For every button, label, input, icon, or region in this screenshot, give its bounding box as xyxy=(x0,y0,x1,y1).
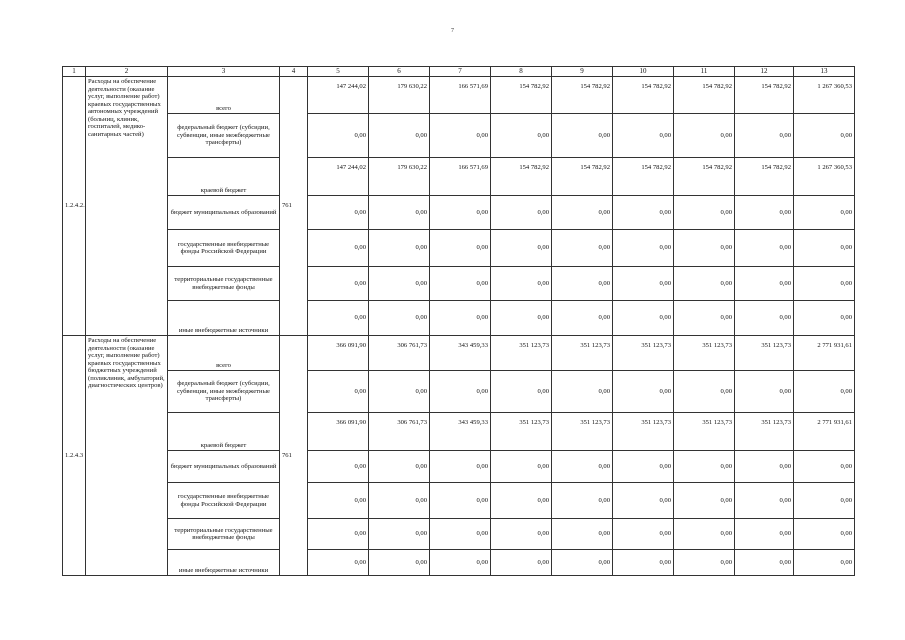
row-code: 1.2.4.2. xyxy=(63,77,86,336)
value-cell: 0,00 xyxy=(674,114,735,158)
value-cell: 1 267 360,53 xyxy=(794,77,855,114)
value-cell: 0,00 xyxy=(430,451,491,483)
value-cell: 0,00 xyxy=(794,267,855,301)
value-cell: 0,00 xyxy=(674,519,735,550)
expense-name: Расходы на обеспечение деятельности (оказание услуг, выполнение работ) краевых государственных автономных учреждений (больниц, клиник, госпиталей, медико-санитарных частей) xyxy=(86,77,168,336)
value-cell: 154 782,92 xyxy=(735,158,794,196)
header-row xyxy=(63,67,855,77)
value-cell: 154 782,92 xyxy=(613,158,674,196)
value-cell: 0,00 xyxy=(794,483,855,519)
value-cell: 0,00 xyxy=(552,301,613,336)
value-cell: 0,00 xyxy=(491,483,552,519)
value-cell: 0,00 xyxy=(794,451,855,483)
funding-source: федеральный бюджет (субсидии, субвенции, иные межбюджетные трансферты) xyxy=(168,114,280,158)
header-cell: 7 xyxy=(430,67,491,77)
value-cell: 0,00 xyxy=(308,301,369,336)
value-cell: 0,00 xyxy=(613,301,674,336)
funding-source: территориальные государственные внебюджетные фонды xyxy=(168,267,280,301)
value-cell: 0,00 xyxy=(613,230,674,267)
value-cell: 0,00 xyxy=(613,451,674,483)
value-cell: 0,00 xyxy=(552,550,613,576)
table-row xyxy=(63,413,855,451)
table-row xyxy=(63,483,855,519)
value-cell: 0,00 xyxy=(430,267,491,301)
funding-source: бюджет муниципальных образований xyxy=(168,451,280,483)
value-cell: 0,00 xyxy=(369,483,430,519)
table-row xyxy=(63,519,855,550)
value-cell: 351 123,73 xyxy=(735,413,794,451)
value-cell: 0,00 xyxy=(430,230,491,267)
value-cell: 0,00 xyxy=(308,114,369,158)
table-row xyxy=(63,336,855,371)
value-cell: 2 771 931,61 xyxy=(794,413,855,451)
expense-name: Расходы на обеспечение деятельности (оказание услуг, выполнение работ) краевых государственных бюджетных учреждений (поликлиник, амбулаторий, диагностических центров) xyxy=(86,336,168,576)
value-cell: 0,00 xyxy=(430,301,491,336)
value-cell: 0,00 xyxy=(613,519,674,550)
value-cell: 0,00 xyxy=(491,230,552,267)
value-cell: 0,00 xyxy=(369,230,430,267)
value-cell: 0,00 xyxy=(794,230,855,267)
funding-source: федеральный бюджет (субсидии, субвенции, иные межбюджетные трансферты) xyxy=(168,371,280,413)
funding-source: краевой бюджет xyxy=(168,413,280,451)
value-cell: 0,00 xyxy=(674,230,735,267)
value-cell: 0,00 xyxy=(735,550,794,576)
value-cell: 0,00 xyxy=(369,114,430,158)
value-cell: 0,00 xyxy=(735,301,794,336)
value-cell: 0,00 xyxy=(430,483,491,519)
value-cell: 0,00 xyxy=(430,371,491,413)
value-cell: 0,00 xyxy=(735,371,794,413)
table-row xyxy=(63,371,855,413)
table-row xyxy=(63,451,855,483)
value-cell: 0,00 xyxy=(369,451,430,483)
header-cell: 4 xyxy=(280,67,308,77)
value-cell: 351 123,73 xyxy=(491,413,552,451)
value-cell: 351 123,73 xyxy=(674,413,735,451)
header-cell: 8 xyxy=(491,67,552,77)
value-cell: 366 091,90 xyxy=(308,336,369,371)
value-cell: 0,00 xyxy=(794,519,855,550)
funding-source: бюджет муниципальных образований xyxy=(168,196,280,230)
header-cell: 2 xyxy=(86,67,168,77)
value-cell: 0,00 xyxy=(613,483,674,519)
table-row xyxy=(63,77,855,114)
value-cell: 154 782,92 xyxy=(491,158,552,196)
table-row xyxy=(63,114,855,158)
value-cell: 147 244,02 xyxy=(308,77,369,114)
page-number: 7 xyxy=(451,28,454,34)
value-cell: 0,00 xyxy=(674,483,735,519)
header-cell: 12 xyxy=(735,67,794,77)
header-cell: 11 xyxy=(674,67,735,77)
value-cell: 154 782,92 xyxy=(674,158,735,196)
value-cell: 306 761,73 xyxy=(369,336,430,371)
value-cell: 0,00 xyxy=(552,196,613,230)
value-cell: 0,00 xyxy=(369,550,430,576)
funding-source: всего xyxy=(168,336,280,371)
grbs-code: 761 xyxy=(280,77,308,336)
value-cell: 0,00 xyxy=(674,301,735,336)
value-cell: 0,00 xyxy=(491,371,552,413)
value-cell: 0,00 xyxy=(674,196,735,230)
value-cell: 0,00 xyxy=(369,196,430,230)
table-row xyxy=(63,301,855,336)
value-cell: 0,00 xyxy=(308,267,369,301)
value-cell: 147 244,02 xyxy=(308,158,369,196)
value-cell: 0,00 xyxy=(794,550,855,576)
value-cell: 0,00 xyxy=(491,451,552,483)
row-code: 1.2.4.3 xyxy=(63,336,86,576)
value-cell: 0,00 xyxy=(674,451,735,483)
value-cell: 154 782,92 xyxy=(735,77,794,114)
value-cell: 0,00 xyxy=(735,483,794,519)
value-cell: 0,00 xyxy=(369,301,430,336)
header-cell: 5 xyxy=(308,67,369,77)
value-cell: 366 091,90 xyxy=(308,413,369,451)
value-cell: 0,00 xyxy=(552,267,613,301)
value-cell: 0,00 xyxy=(491,550,552,576)
value-cell: 166 571,69 xyxy=(430,158,491,196)
value-cell: 0,00 xyxy=(735,519,794,550)
value-cell: 0,00 xyxy=(613,114,674,158)
value-cell: 0,00 xyxy=(794,196,855,230)
value-cell: 0,00 xyxy=(308,196,369,230)
value-cell: 0,00 xyxy=(552,519,613,550)
value-cell: 0,00 xyxy=(308,483,369,519)
value-cell: 0,00 xyxy=(308,550,369,576)
funding-source: государственные внебюджетные фонды Российской Федерации xyxy=(168,230,280,267)
value-cell: 351 123,73 xyxy=(552,413,613,451)
value-cell: 154 782,92 xyxy=(552,77,613,114)
value-cell: 0,00 xyxy=(491,196,552,230)
value-cell: 0,00 xyxy=(552,451,613,483)
value-cell: 0,00 xyxy=(735,451,794,483)
value-cell: 351 123,73 xyxy=(613,336,674,371)
header-cell: 13 xyxy=(794,67,855,77)
value-cell: 0,00 xyxy=(552,483,613,519)
header-cell: 6 xyxy=(369,67,430,77)
value-cell: 351 123,73 xyxy=(491,336,552,371)
funding-source: краевой бюджет xyxy=(168,158,280,196)
value-cell: 0,00 xyxy=(674,371,735,413)
value-cell: 0,00 xyxy=(369,371,430,413)
value-cell: 343 459,33 xyxy=(430,413,491,451)
header-cell: 1 xyxy=(63,67,86,77)
value-cell: 0,00 xyxy=(430,519,491,550)
value-cell: 2 771 931,61 xyxy=(794,336,855,371)
table-row xyxy=(63,550,855,576)
value-cell: 0,00 xyxy=(552,371,613,413)
header-cell: 3 xyxy=(168,67,280,77)
budget-table xyxy=(62,66,855,576)
value-cell: 0,00 xyxy=(735,267,794,301)
value-cell: 306 761,73 xyxy=(369,413,430,451)
funding-source: территориальные государственные внебюджетные фонды xyxy=(168,519,280,550)
funding-source: всего xyxy=(168,77,280,114)
value-cell: 0,00 xyxy=(735,114,794,158)
table-row xyxy=(63,158,855,196)
value-cell: 0,00 xyxy=(369,519,430,550)
value-cell: 0,00 xyxy=(430,550,491,576)
value-cell: 179 630,22 xyxy=(369,158,430,196)
table-row xyxy=(63,196,855,230)
value-cell: 0,00 xyxy=(308,451,369,483)
value-cell: 0,00 xyxy=(674,550,735,576)
value-cell: 154 782,92 xyxy=(491,77,552,114)
value-cell: 351 123,73 xyxy=(552,336,613,371)
value-cell: 0,00 xyxy=(430,114,491,158)
value-cell: 1 267 360,53 xyxy=(794,158,855,196)
value-cell: 0,00 xyxy=(613,267,674,301)
value-cell: 343 459,33 xyxy=(430,336,491,371)
value-cell: 154 782,92 xyxy=(552,158,613,196)
value-cell: 0,00 xyxy=(308,371,369,413)
block-1-body xyxy=(63,77,855,336)
value-cell: 0,00 xyxy=(613,196,674,230)
value-cell: 351 123,73 xyxy=(674,336,735,371)
grbs-code: 761 xyxy=(280,336,308,576)
value-cell: 179 630,22 xyxy=(369,77,430,114)
value-cell: 0,00 xyxy=(674,267,735,301)
value-cell: 0,00 xyxy=(552,230,613,267)
value-cell: 0,00 xyxy=(430,196,491,230)
value-cell: 0,00 xyxy=(491,267,552,301)
table-row xyxy=(63,267,855,301)
value-cell: 0,00 xyxy=(369,267,430,301)
block-2-body xyxy=(63,336,855,576)
funding-source: иные внебюджетные источники xyxy=(168,550,280,576)
funding-source: государственные внебюджетные фонды Российской Федерации xyxy=(168,483,280,519)
value-cell: 0,00 xyxy=(491,519,552,550)
value-cell: 351 123,73 xyxy=(613,413,674,451)
value-cell: 0,00 xyxy=(308,519,369,550)
table-row xyxy=(63,230,855,267)
value-cell: 154 782,92 xyxy=(613,77,674,114)
value-cell: 351 123,73 xyxy=(735,336,794,371)
header-cell: 9 xyxy=(552,67,613,77)
value-cell: 166 571,69 xyxy=(430,77,491,114)
value-cell: 0,00 xyxy=(308,230,369,267)
value-cell: 0,00 xyxy=(491,301,552,336)
value-cell: 0,00 xyxy=(552,114,613,158)
value-cell: 0,00 xyxy=(491,114,552,158)
value-cell: 0,00 xyxy=(735,196,794,230)
value-cell: 0,00 xyxy=(794,114,855,158)
value-cell: 0,00 xyxy=(735,230,794,267)
value-cell: 0,00 xyxy=(613,371,674,413)
value-cell: 0,00 xyxy=(613,550,674,576)
header-cell: 10 xyxy=(613,67,674,77)
value-cell: 154 782,92 xyxy=(674,77,735,114)
value-cell: 0,00 xyxy=(794,301,855,336)
value-cell: 0,00 xyxy=(794,371,855,413)
funding-source: иные внебюджетные источники xyxy=(168,301,280,336)
